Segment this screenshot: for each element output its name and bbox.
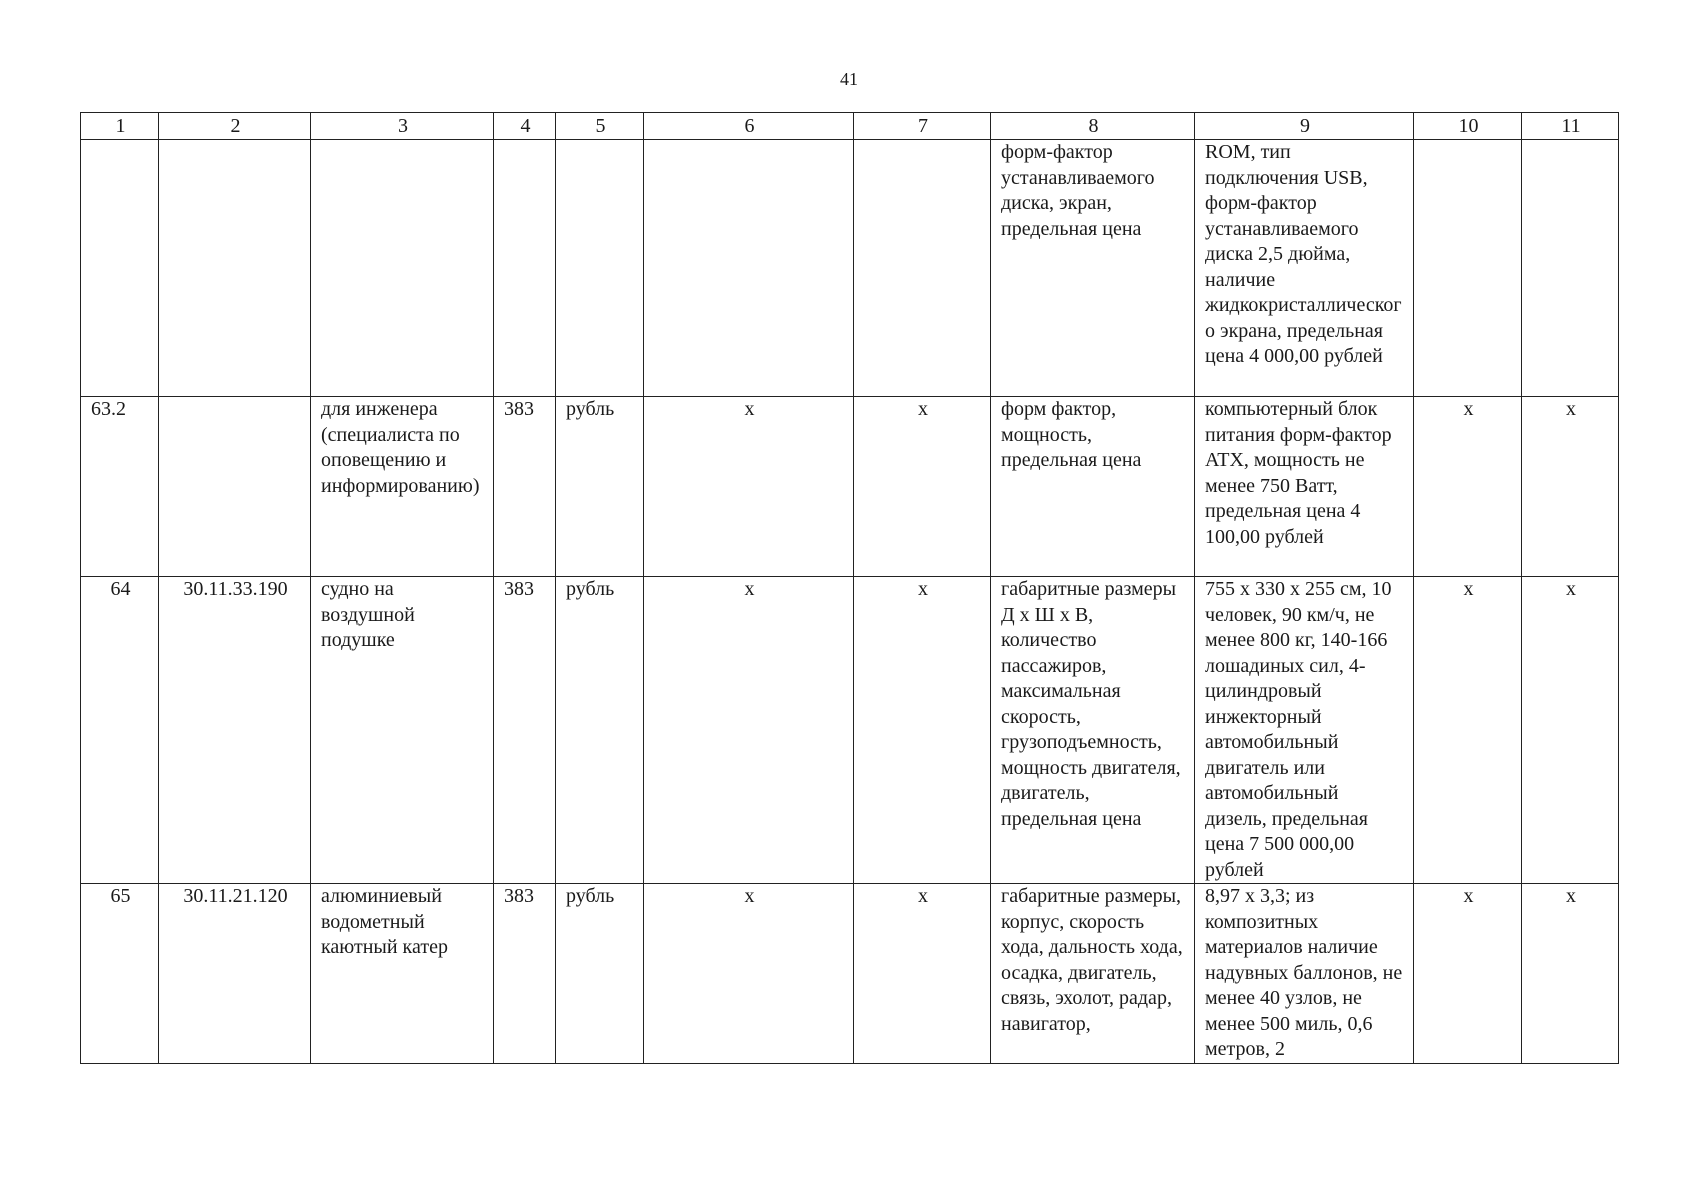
column-header-4: 4 bbox=[494, 113, 556, 140]
column-header-3: 3 bbox=[311, 113, 494, 140]
cell-unit bbox=[556, 140, 644, 397]
cell-okpd-code: 30.11.21.120 bbox=[159, 884, 311, 1064]
cell-okpd-code bbox=[159, 140, 311, 397]
cell-okei-code bbox=[494, 140, 556, 397]
cell-characteristics: габаритные размеры Д х Ш х В, количество пассажиров, максимальная скорость, грузоподъемность, мощность двигателя, двигатель, предельная цена bbox=[991, 577, 1195, 884]
column-header-7: 7 bbox=[854, 113, 991, 140]
cell-col-11 bbox=[1522, 140, 1619, 397]
cell-item-name: алюминиевый водометный каютный катер bbox=[311, 884, 494, 1064]
cell-characteristics: форм фактор, мощность, предельная цена bbox=[991, 397, 1195, 577]
cell-characteristic-values: 8,97 х 3,3; из композитных материалов наличие надувных баллонов, не менее 40 узлов, не менее 500 миль, 0,6 метров, 2 bbox=[1195, 884, 1414, 1064]
column-header-1: 1 bbox=[81, 113, 159, 140]
cell-characteristics: габаритные размеры, корпус, скорость хода, дальность хода, осадка, двигатель, связь, эхолот, радар, навигатор, bbox=[991, 884, 1195, 1064]
column-header-2: 2 bbox=[159, 113, 311, 140]
cell-number bbox=[81, 140, 159, 397]
cell-col-11: x bbox=[1522, 397, 1619, 577]
cell-okpd-code bbox=[159, 397, 311, 577]
column-header-6: 6 bbox=[644, 113, 854, 140]
cell-col-6: x bbox=[644, 577, 854, 884]
cell-col-7: x bbox=[854, 884, 991, 1064]
cell-okei-code: 383 bbox=[494, 577, 556, 884]
cell-col-11: x bbox=[1522, 577, 1619, 884]
column-header-9: 9 bbox=[1195, 113, 1414, 140]
column-header-8: 8 bbox=[991, 113, 1195, 140]
cell-col-10: x bbox=[1414, 397, 1522, 577]
cell-col-10 bbox=[1414, 140, 1522, 397]
table-row-64 bbox=[81, 577, 1619, 884]
cell-item-name: судно на воздушной подушке bbox=[311, 577, 494, 884]
cell-number: 63.2 bbox=[81, 397, 159, 577]
cell-item-name bbox=[311, 140, 494, 397]
cell-number: 65 bbox=[81, 884, 159, 1064]
table-row-65 bbox=[81, 884, 1619, 1064]
cell-col-6: x bbox=[644, 884, 854, 1064]
cell-item-name: для инженера (специалиста по оповещению и информированию) bbox=[311, 397, 494, 577]
page-number: 41 bbox=[840, 69, 858, 89]
column-header-11: 11 bbox=[1522, 113, 1619, 140]
cell-unit: рубль bbox=[556, 577, 644, 884]
cell-col-7: x bbox=[854, 397, 991, 577]
cell-number: 64 bbox=[81, 577, 159, 884]
column-header-10: 10 bbox=[1414, 113, 1522, 140]
cell-col-11: x bbox=[1522, 884, 1619, 1064]
cell-unit: рубль bbox=[556, 884, 644, 1064]
header-row bbox=[81, 113, 1619, 140]
cell-okei-code: 383 bbox=[494, 397, 556, 577]
cell-col-7 bbox=[854, 140, 991, 397]
cell-okpd-code: 30.11.33.190 bbox=[159, 577, 311, 884]
cell-okei-code: 383 bbox=[494, 884, 556, 1064]
cell-col-7: x bbox=[854, 577, 991, 884]
cell-characteristic-values: ROM, тип подключения USB, форм-фактор устанавливаемого диска 2,5 дюйма, наличие жидкокристаллического экрана, предельная цена 4 000,00 рублей bbox=[1195, 140, 1414, 397]
column-header-5: 5 bbox=[556, 113, 644, 140]
cell-col-10: x bbox=[1414, 884, 1522, 1064]
cell-characteristic-values: компьютерный блок питания форм-фактор ATX, мощность не менее 750 Ватт, предельная цена 4 100,00 рублей bbox=[1195, 397, 1414, 577]
cell-col-6 bbox=[644, 140, 854, 397]
cell-characteristics: форм-фактор устанавливаемого диска, экран, предельная цена bbox=[991, 140, 1195, 397]
cell-col-10: x bbox=[1414, 577, 1522, 884]
cell-characteristic-values: 755 х 330 х 255 см, 10 человек, 90 км/ч, не менее 800 кг, 140-166 лошадиных сил, 4-цилиндровый инжекторный автомобильный двигатель или автомобильный дизель, предельная цена 7 500 000,00 рублей bbox=[1195, 577, 1414, 884]
table-row-63-2 bbox=[81, 397, 1619, 577]
table-row-continuation bbox=[81, 140, 1619, 397]
requirements-table bbox=[80, 112, 1619, 1064]
cell-unit: рубль bbox=[556, 397, 644, 577]
cell-col-6: x bbox=[644, 397, 854, 577]
